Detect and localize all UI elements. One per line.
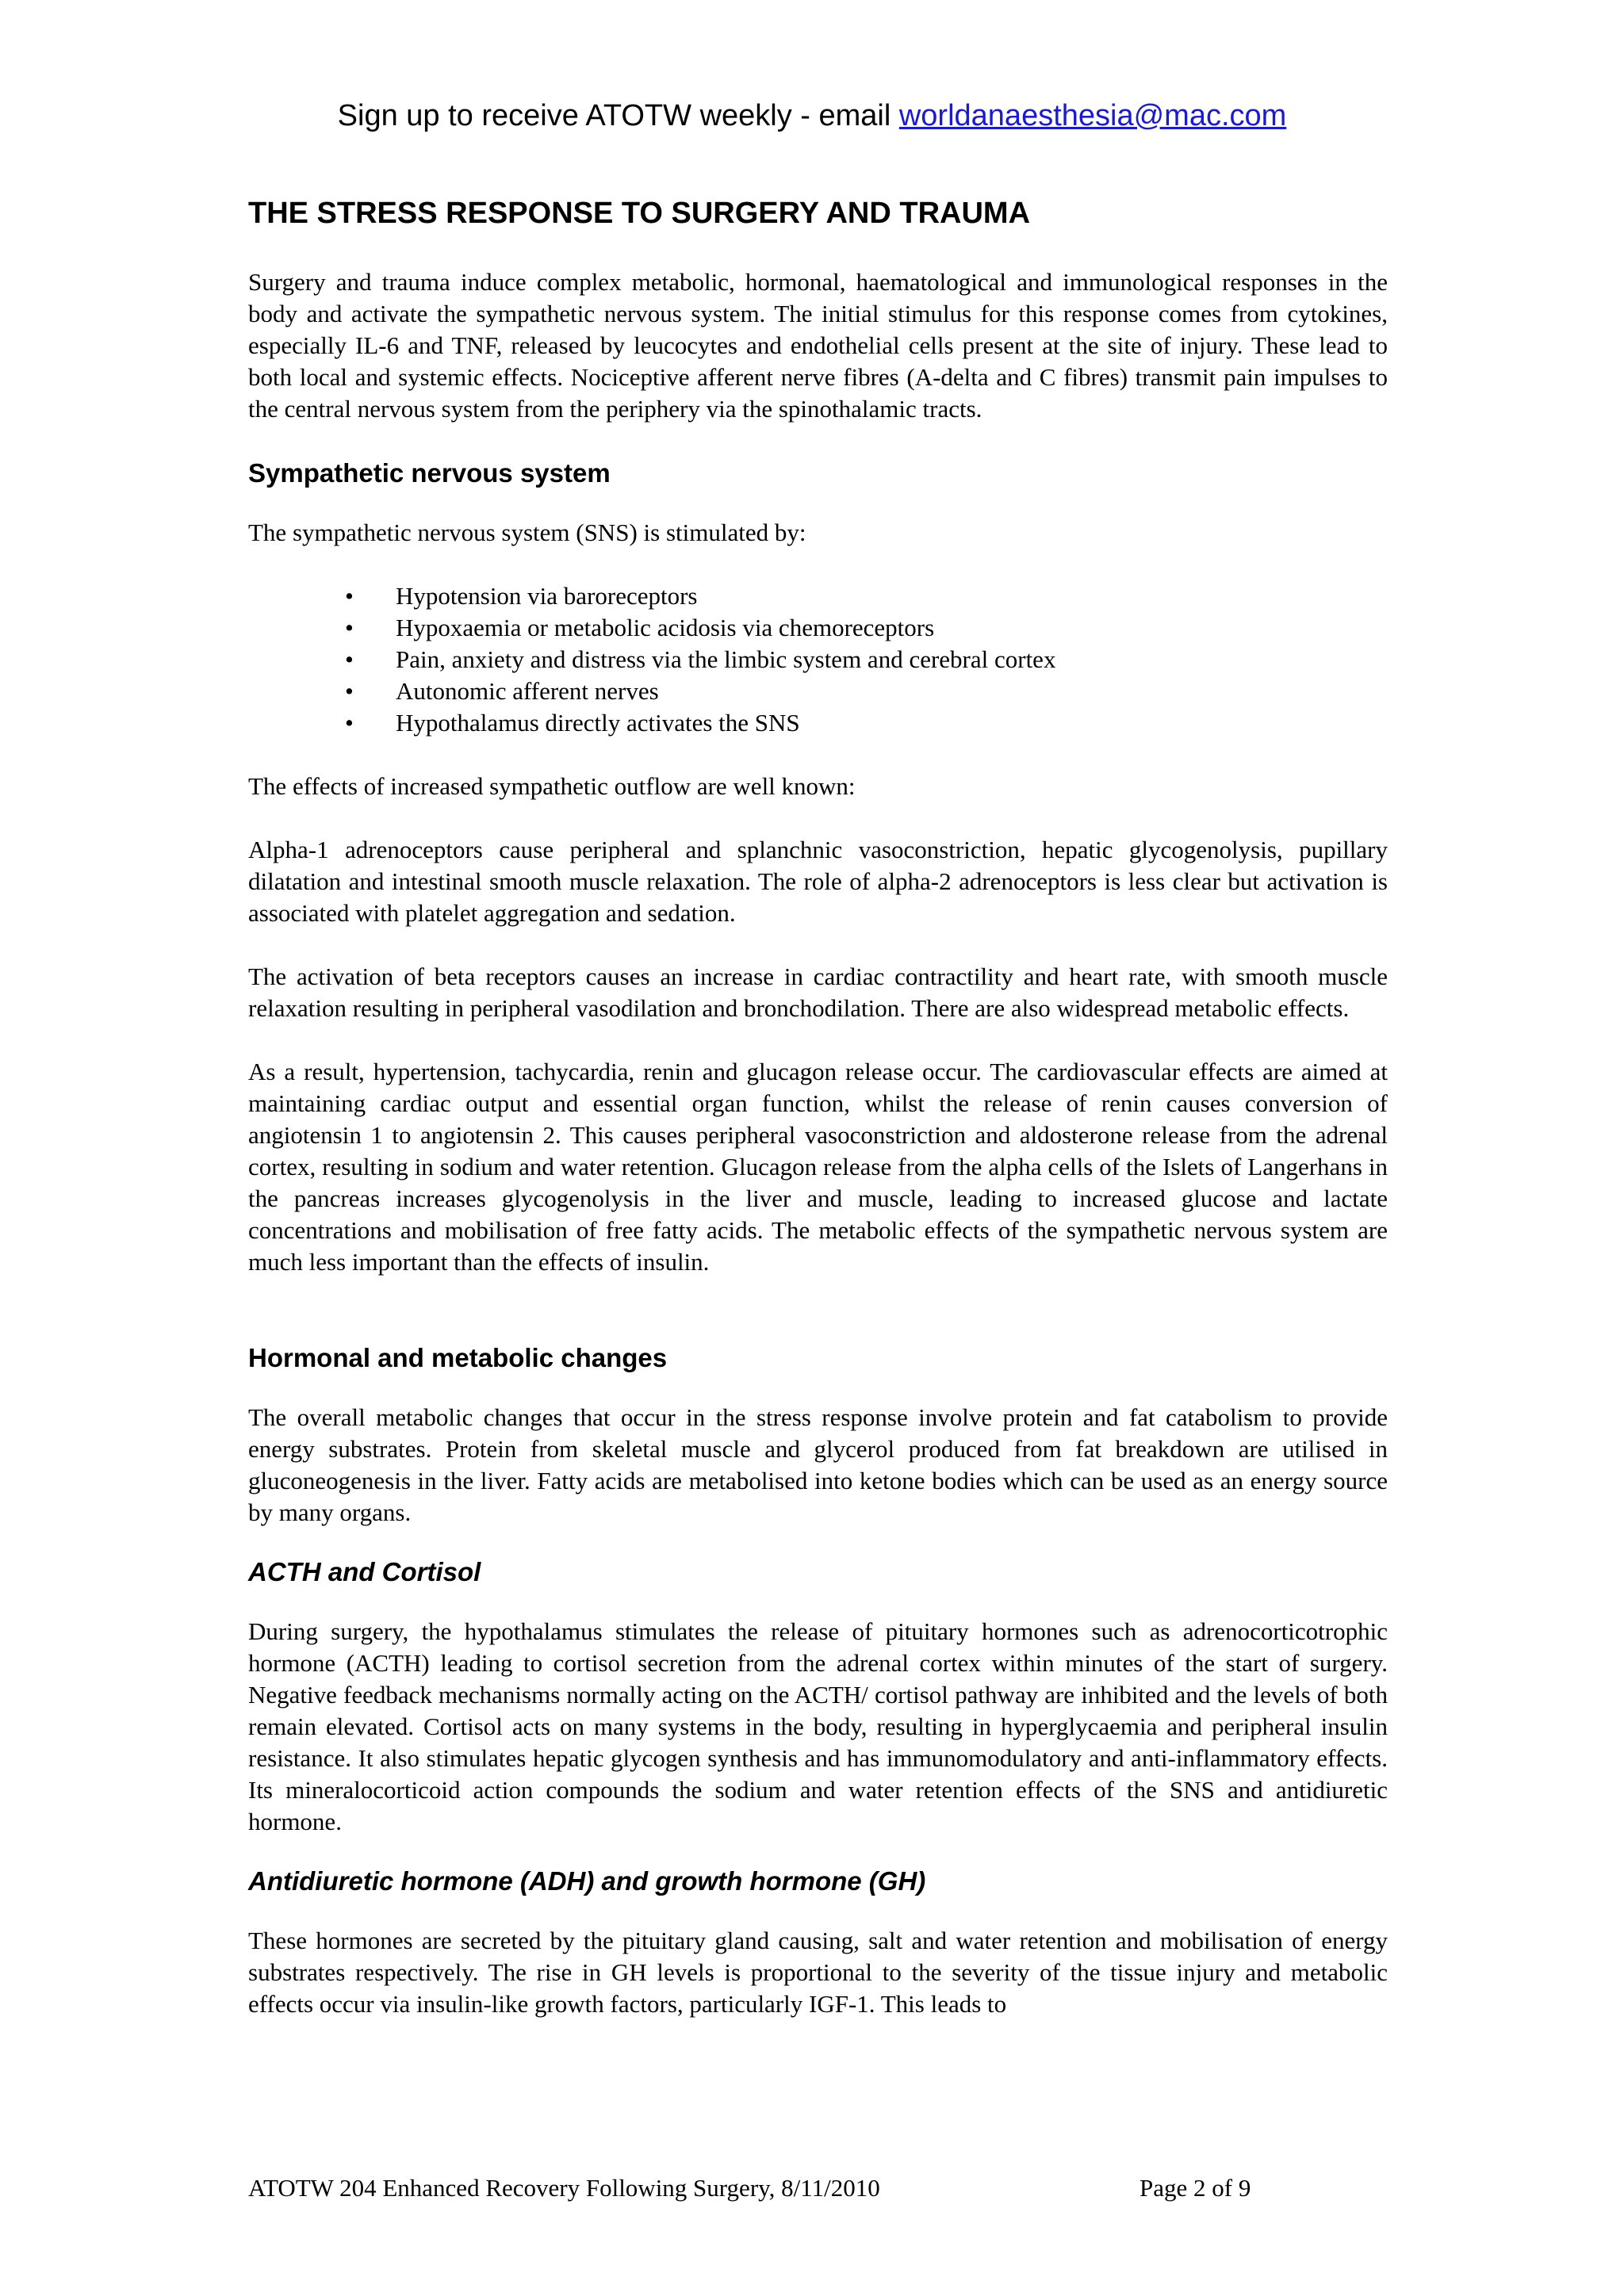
sns-paragraph-1: The effects of increased sympathetic outflow are well known: (248, 772, 856, 800)
acth-paragraph: During surgery, the hypothalamus stimulates the release of pituitary hormones such as adrenocorticotrophic hormone (ACTH) leading to cortisol secretion from the adrenal cortex within minutes of the start of surgery. Negative feedback mechanisms normally acting on the ACTH/ cortisol pathway are inhibited and the levels of both remain elevated. Cortisol acts on many systems in the body, resulting in hyperglycaemia and peripheral insulin resistance. It also stimulates hepatic glycogen synthesis and has immunomodulatory and anti-inflammatory effects. Its mineralocorticoid action compounds the sodium and water retention effects of the SNS and antidiuretic hormone. (248, 1617, 1388, 1835)
list-item: • Hypothalamus directly activates the SNS (396, 707, 1388, 739)
email-link[interactable]: worldanaesthesia@mac.com (898, 99, 1287, 132)
sns-stimuli-list (248, 580, 1388, 739)
list-item: • Hypotension via baroreceptors (396, 580, 1388, 612)
list-item: • Autonomic afferent nerves (396, 675, 1388, 707)
sns-paragraph-2: Alpha-1 adrenoceptors cause peripheral and splanchnic vasoconstriction, hepatic glycogenolysis, pupillary dilatation and intestinal smooth muscle relaxation. The role of alpha-2 adrenoceptors is less clear but activation is associated with platelet aggregation and sedation. (248, 836, 1388, 927)
list-item: • Pain, anxiety and distress via the limbic system and cerebral cortex (396, 644, 1388, 675)
article-title: THE STRESS RESPONSE TO SURGERY AND TRAUMA (248, 197, 1031, 230)
sns-lead: The sympathetic nervous system (SNS) is stimulated by: (248, 519, 806, 546)
sns-paragraph-4: As a result, hypertension, tachycardia, renin and glucagon release occur. The cardiovascular effects are aimed at maintaining cardiac output and essential organ function, whilst the release of renin causes conversion of angiotensin 1 to angiotensin 2. This causes peripheral vasoconstriction and aldosterone release from the adrenal cortex, resulting in sodium and water retention. Glucagon release from the alpha cells of the Islets of Langerhans in the pancreas increases glycogenolysis in the liver and muscle, leading to increased glucose and lactate concentrations and mobilisation of free fatty acids. The metabolic effects of the sympathetic nervous system are much less important than the effects of insulin. (248, 1058, 1388, 1276)
page-number: Page 2 of 9 (1139, 2174, 1251, 2202)
list-item: • Hypoxaemia or metabolic acidosis via chemoreceptors (396, 612, 1388, 644)
intro-paragraph: Surgery and trauma induce complex metabolic, hormonal, haematological and immunological responses in the body and activate the sympathetic nervous system. The initial stimulus for this response comes from cytokines, especially IL-6 and TNF, released by leucocytes and endothelial cells present at the site of injury. These lead to both local and systemic effects. Nociceptive afferent nerve fibres (A-delta and C fibres) transmit pain impulses to the central nervous system from the periphery via the spinothalamic tracts. (248, 268, 1388, 423)
acth-subheading: ACTH and Cortisol (248, 1557, 481, 1586)
signup-banner (0, 97, 1624, 135)
bullet-icon: • (345, 709, 354, 737)
footer-citation: ATOTW 204 Enhanced Recovery Following Surgery, 8/11/2010 (248, 2174, 880, 2202)
page-footer (248, 2172, 1388, 2204)
hormonal-paragraph: The overall metabolic changes that occur in the stress response involve protein and fat catabolism to provide energy substrates. Protein from skeletal muscle and glycerol produced from fat breakdown are utilised in gluconeogenesis in the liver. Fatty acids are metabolised into ketone bodies which can be used as an energy source by many organs. (248, 1403, 1388, 1526)
signup-text: Sign up to receive ATOTW weekly - email (337, 99, 899, 132)
adh-subheading: Antidiuretic hormone (ADH) and growth hormone (GH) (248, 1866, 926, 1896)
bullet-icon: • (345, 677, 354, 705)
adh-paragraph: These hormones are secreted by the pituitary gland causing, salt and water retention and mobilisation of energy substrates respectively. The rise in GH levels is proportional to the severity of the tissue injury and metabolic effects occur via insulin-like growth factors, particularly IGF-1. This leads to (248, 1927, 1388, 2018)
sns-paragraph-3: The activation of beta receptors causes an increase in cardiac contractility and heart rate, with smooth muscle relaxation resulting in peripheral vasodilation and bronchodilation. There are also widespread metabolic effects. (248, 962, 1388, 1022)
bullet-icon: • (345, 582, 354, 610)
sns-heading: Sympathetic nervous system (248, 458, 611, 488)
bullet-icon: • (345, 614, 354, 641)
article-content (248, 195, 1388, 2020)
hormonal-heading: Hormonal and metabolic changes (248, 1343, 668, 1372)
bullet-icon: • (345, 645, 354, 673)
